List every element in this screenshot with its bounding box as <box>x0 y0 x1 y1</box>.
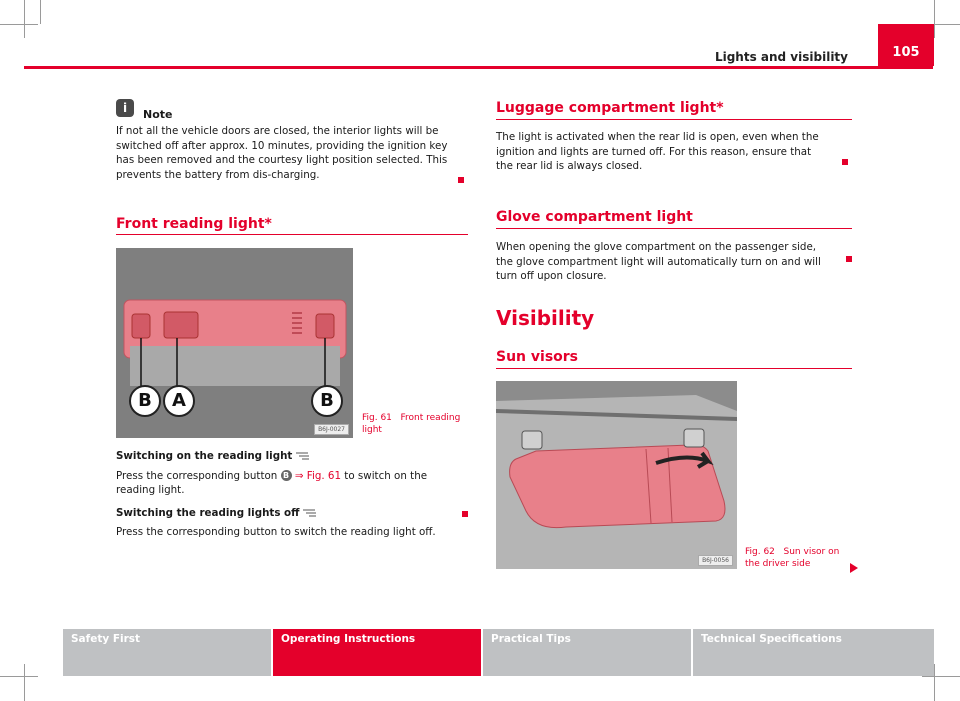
footer-tab-operating-instructions[interactable]: Operating Instructions <box>273 629 481 676</box>
section-title: Lights and visibility <box>714 50 848 64</box>
crop-mark <box>0 24 38 25</box>
luggage-text: The light is activated when the rear lid is open, even when the ignition and lights are turned off. For this reason, ensure that the rear lid is always closed. <box>496 131 819 173</box>
figure-code: B6J-0027 <box>314 424 349 435</box>
footer-tab-practical-tips[interactable]: Practical Tips <box>483 629 691 676</box>
caption-number: Fig. 61 <box>362 413 392 423</box>
heading-rule <box>116 234 468 235</box>
note-title: Note <box>143 108 173 121</box>
section-end-marker <box>846 256 852 262</box>
button-b-icon: B <box>281 470 292 481</box>
switch-on-title: Switching on the reading light <box>116 449 468 464</box>
section-end-marker <box>462 511 468 517</box>
lamp-icon <box>296 452 310 460</box>
figure-label: B <box>129 385 161 417</box>
caption-text: Sun visor on the driver side <box>745 547 840 570</box>
switch-off-title: Switching the reading lights off <box>116 506 468 521</box>
figure-label: A <box>163 385 195 417</box>
note-icon: i <box>116 99 134 117</box>
figure-code: B6J-0056 <box>698 555 733 566</box>
caption-number: Fig. 62 <box>745 547 775 557</box>
figure-caption <box>745 546 853 570</box>
front-reading-light-figure <box>116 248 353 438</box>
page-number: 105 <box>878 24 934 66</box>
crop-mark <box>934 664 935 701</box>
crop-mark <box>934 0 935 38</box>
crop-mark <box>24 0 25 38</box>
front-reading-heading: Front reading light* <box>116 216 272 232</box>
glove-heading: Glove compartment light <box>496 209 693 225</box>
heading-rule <box>496 119 852 120</box>
section-end-marker <box>458 177 464 183</box>
crop-mark <box>922 676 960 677</box>
switch-on-text: Press the corresponding button B ⇒ Fig. 61 to switch on the reading light. <box>116 469 428 497</box>
continue-arrow-icon <box>850 563 858 573</box>
crop-mark <box>24 664 25 701</box>
switch-off-text: Press the corresponding button to switch the reading light off. <box>116 526 436 539</box>
figure-reference-link[interactable]: ⇒ Fig. 61 <box>294 469 342 482</box>
crop-mark <box>0 676 38 677</box>
note-text: If not all the vehicle doors are closed, the interior lights will be switched off after approx. 10 minutes, providing the ignition key has been removed and the courtesy light position selected. This prevents the battery from dis-charging. <box>116 125 448 181</box>
heading-rule <box>496 228 852 229</box>
figure-caption <box>362 412 462 436</box>
figure-label: B <box>311 385 343 417</box>
caption-text: Front reading light <box>362 413 461 436</box>
reading-light-instructions <box>116 449 468 540</box>
footer-tab-safety-first[interactable]: Safety First <box>63 629 271 676</box>
lamp-icon <box>303 509 317 517</box>
crop-mark <box>40 0 41 24</box>
header-rule <box>24 66 933 69</box>
glove-text: When opening the glove compartment on the passenger side, the glove compartment light will automatically turn on and will turn off upon closure. <box>496 241 821 283</box>
sun-visor-illustration <box>496 381 737 569</box>
section-end-marker <box>842 159 848 165</box>
footer-tab-technical-specifications[interactable]: Technical Specifications <box>693 629 934 676</box>
visibility-heading: Visibility <box>496 306 595 330</box>
luggage-heading: Luggage compartment light* <box>496 100 724 116</box>
sun-visors-heading: Sun visors <box>496 349 579 365</box>
heading-rule <box>496 368 852 369</box>
sun-visor-figure <box>496 381 737 569</box>
